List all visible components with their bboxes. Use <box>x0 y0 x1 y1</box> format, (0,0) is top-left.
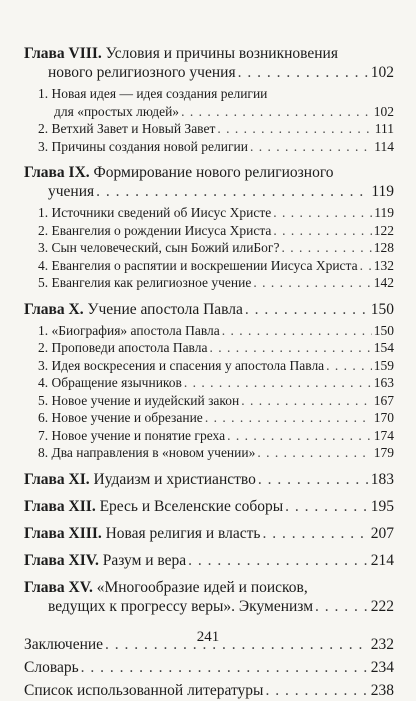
section-entry <box>24 103 394 121</box>
chapter-title: Ересь и Вселенские соборы <box>99 497 284 515</box>
chapter-heading-text <box>24 300 243 319</box>
chapter-heading-text <box>24 497 283 516</box>
section-entry <box>24 427 394 445</box>
dot-leader <box>360 257 372 275</box>
section-entry-page: 163 <box>373 375 394 390</box>
dot-leader <box>250 138 372 156</box>
chapter-title-continued-page: 222 <box>370 597 394 615</box>
chapter-page: 207 <box>370 524 394 542</box>
section-entry <box>24 357 394 375</box>
chapter-label: Глава XIV. <box>24 551 99 569</box>
section-entry-text: для «простых людей» <box>54 103 180 119</box>
chapter-label: Глава XV. <box>24 578 93 596</box>
dot-leader <box>217 120 372 138</box>
dot-leader <box>209 339 371 357</box>
chapter-title: Условия и причины возникновения <box>105 45 338 62</box>
chapter-heading <box>24 524 394 543</box>
section-entry <box>24 257 394 275</box>
chapter-entry <box>24 524 394 543</box>
chapter-label: Глава IX. <box>24 164 90 181</box>
chapter-entry <box>24 300 394 462</box>
chapter-title-continued <box>24 597 394 616</box>
section-entry-page: 102 <box>373 103 394 119</box>
chapter-entry <box>24 163 394 292</box>
dot-leader <box>181 103 372 121</box>
section-list <box>24 85 394 155</box>
chapter-heading-text <box>24 470 256 489</box>
chapter-heading <box>24 578 394 597</box>
section-entry <box>24 204 394 222</box>
section-entry-text: 4. Обращение язычников <box>38 375 182 390</box>
section-entry-text: 1. Источники сведений об Иисус Христе <box>38 205 272 220</box>
section-entry-page: 159 <box>373 357 394 373</box>
dot-leader <box>257 444 371 462</box>
section-entry-text: 8. Два направления в «новом учении» <box>38 445 256 460</box>
dot-leader <box>227 427 372 445</box>
chapter-title: Формирование нового религиозного <box>93 164 334 181</box>
section-entry-text: 4. Евангелия о распятии и воскрешении Иисуса Христа <box>38 257 358 273</box>
section-entry-text: 2. Проповеди апостола Павла <box>38 340 208 355</box>
section-entry-text: 3. Причины создания новой религии <box>38 138 248 154</box>
section-entry-page: 119 <box>374 205 394 220</box>
section-entry-text: 7. Новое учение и понятие греха <box>38 427 226 443</box>
dot-leader <box>315 597 369 616</box>
section-entry-page: 132 <box>373 257 394 273</box>
section-entry-text: 2. Евангелия о рождении Иисуса Христа <box>38 222 272 238</box>
section-entry-text: 2. Ветхий Завет и Новый Завет <box>38 121 216 136</box>
end-matter-entry-text: Заключение <box>24 635 104 653</box>
chapter-title-continued-text: ведущих к прогрессу веры». Экуменизм <box>48 597 313 615</box>
chapter-heading <box>24 470 394 489</box>
dot-leader <box>238 63 369 82</box>
section-title: 1. Новая идея — идея создания религии <box>38 86 268 101</box>
section-entry-page: 128 <box>373 240 394 255</box>
section-entry-page: 114 <box>374 138 394 154</box>
section-entry <box>24 374 394 392</box>
end-matter-entry-page: 238 <box>370 681 394 699</box>
dot-leader <box>265 680 368 701</box>
dot-leader <box>273 204 372 222</box>
section-entry <box>24 322 394 340</box>
end-matter-entry-page: 234 <box>370 658 394 676</box>
chapter-title-continued-text: учения <box>48 183 95 200</box>
dot-leader <box>96 182 369 201</box>
chapter-heading-text <box>24 524 261 543</box>
section-entry-page: 150 <box>373 322 394 338</box>
section-entry-page: 154 <box>373 340 394 355</box>
dot-leader <box>222 322 372 340</box>
section-entry <box>24 339 394 357</box>
section-entry-text: 5. Евангелия как религиозное учение <box>38 275 252 290</box>
section-entry-page: 174 <box>373 427 394 443</box>
end-matter-entry-text: Список использованной литературы <box>24 681 264 699</box>
section-entry-text: 3. Сын человеческий, сын Божий илиБог? <box>38 240 280 255</box>
section-entry-text: 6. Новое учение и обрезание <box>38 410 203 425</box>
dot-leader <box>281 239 371 257</box>
chapter-title: Учение апостола Павла <box>87 300 243 318</box>
chapter-label: Глава XI. <box>24 470 90 488</box>
table-of-contents <box>24 44 394 701</box>
dot-leader <box>241 392 371 410</box>
chapter-label: Глава XIII. <box>24 524 102 542</box>
chapter-entry <box>24 578 394 616</box>
chapter-title: Новая религия и власть <box>105 524 261 542</box>
chapter-title: «Многообразие идей и поисков, <box>96 578 308 596</box>
section-entry <box>24 392 394 410</box>
end-matter-entry <box>24 657 394 678</box>
section-list <box>24 204 394 292</box>
chapter-title-continued-text: нового религиозного учения <box>48 64 236 81</box>
section-entry <box>24 222 394 240</box>
chapter-title-continued-page: 119 <box>371 183 394 200</box>
chapter-heading <box>24 551 394 570</box>
chapter-title: Иудаизм и христианство <box>93 470 256 488</box>
dot-leader <box>285 497 369 516</box>
section-entry-page: 167 <box>373 392 394 408</box>
section-entry-text: 5. Новое учение и иудейский закон <box>38 392 240 408</box>
dot-leader <box>205 409 372 427</box>
chapter-page: 195 <box>370 497 394 515</box>
chapter-heading <box>24 497 394 516</box>
dot-leader <box>258 470 369 489</box>
chapter-label: Глава VIII. <box>24 45 102 62</box>
section-entry-page: 179 <box>373 445 394 460</box>
dot-leader <box>263 524 369 543</box>
chapter-title-continued <box>24 182 394 201</box>
chapter-heading <box>24 163 394 182</box>
chapter-page: 183 <box>370 470 394 488</box>
section-entry <box>24 138 394 156</box>
dot-leader <box>326 357 372 375</box>
chapter-entry <box>24 497 394 516</box>
section-entry <box>24 274 394 292</box>
section-entry-page: 170 <box>373 410 394 425</box>
chapter-title-continued <box>24 63 394 82</box>
chapter-heading <box>24 300 394 319</box>
chapter-title-continued-page: 102 <box>370 64 394 81</box>
section-entry-page: 111 <box>374 121 394 136</box>
dot-leader <box>253 274 371 292</box>
page-number: 241 <box>196 629 220 645</box>
chapter-label: Глава XII. <box>24 497 96 515</box>
section-entry <box>24 239 394 257</box>
chapter-page: 150 <box>370 300 394 318</box>
chapter-label: Глава X. <box>24 300 84 318</box>
section-list <box>24 322 394 462</box>
section-entry <box>24 444 394 462</box>
chapter-heading-text <box>24 551 186 570</box>
dot-leader <box>273 222 371 240</box>
chapter-title: Разум и вера <box>102 551 187 569</box>
dot-leader <box>81 657 369 678</box>
chapter-entry <box>24 551 394 570</box>
section-entry-page: 122 <box>373 222 394 238</box>
end-matter-entry-text: Словарь <box>24 658 79 676</box>
section-entry-text: 3. Идея воскресения и спасения у апостола Павла <box>38 357 325 373</box>
dot-leader <box>188 551 369 570</box>
section-entry-text: 1. «Биография» апостола Павла <box>38 322 220 338</box>
section-entry <box>24 120 394 138</box>
dot-leader <box>245 300 369 319</box>
end-matter-entry <box>24 680 394 701</box>
chapter-entry <box>24 470 394 489</box>
chapter-entry <box>24 44 394 155</box>
end-matter-entry-page: 232 <box>370 635 394 653</box>
section-entry-page: 142 <box>373 275 394 290</box>
chapter-page: 214 <box>370 551 394 569</box>
chapter-heading <box>24 44 394 63</box>
dot-leader <box>184 374 372 392</box>
section-entry <box>24 409 394 427</box>
